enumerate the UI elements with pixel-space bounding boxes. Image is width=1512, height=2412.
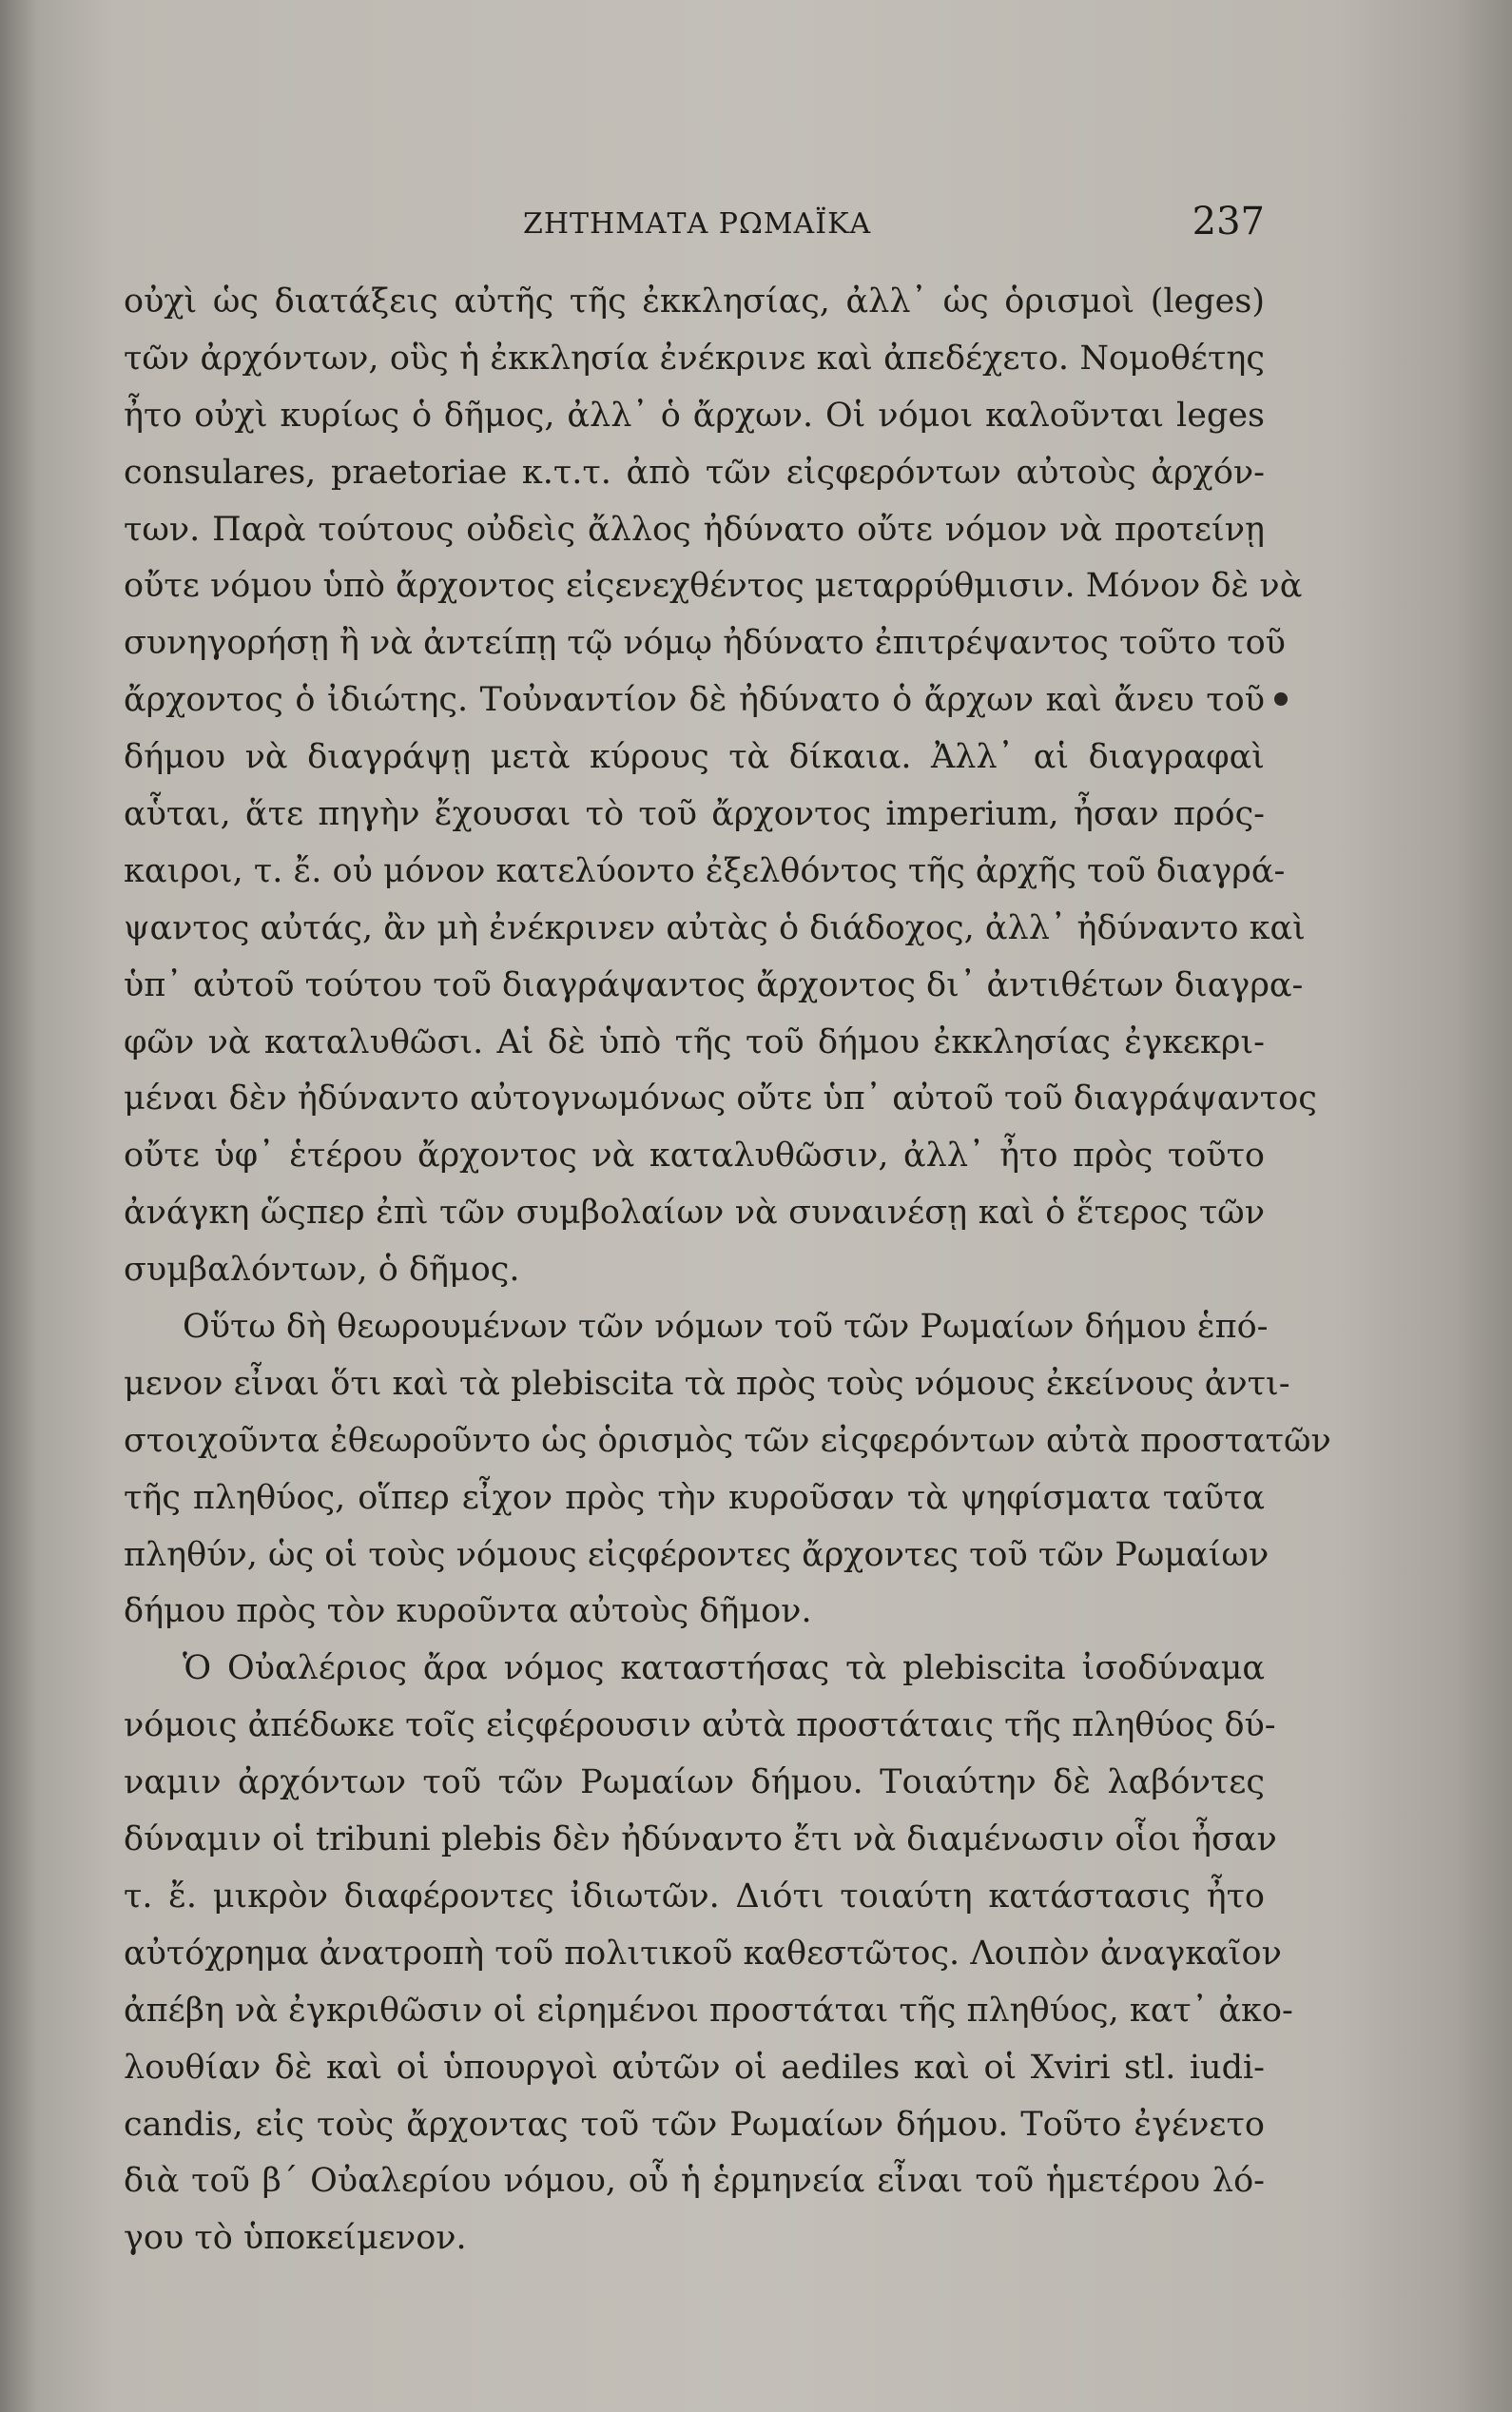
text-line: διὰ τοῦ β´ Οὐαλερίου νόμου, οὗ ἡ ἑρμηνεία εἶναι τοῦ ἡμετέρου λό- — [124, 2162, 1265, 2201]
text-line: οὐχὶ ὡς διατάξεις αὐτῆς τῆς ἐκκλησίας, ἀλλ᾽ ὡς ὁρισμοὶ (leges) — [124, 282, 1265, 321]
text-line: ἦτο οὐχὶ κυρίως ὁ δῆμος, ἀλλ᾽ ὁ ἄρχων. Οἱ νόμοι καλοῦνται leges — [124, 396, 1265, 435]
text-line: consulares, praetoriae κ.τ.τ. ἀπὸ τῶν εἰςφερόντων αὐτοὺς ἀρχόν- — [124, 453, 1265, 492]
text-line: γου τὸ ὑποκείμενον. — [124, 2219, 467, 2258]
text-line: νόμοις ἀπέδωκε τοῖς εἰςφέρουσιν αὐτὰ προστάταις τῆς πληθύος δύ- — [124, 1706, 1276, 1745]
text-line: μέναι δὲν ἠδύναντο αὐτογνωμόνως οὔτε ὑπ᾽ αὐτοῦ τοῦ διαγράψαντος — [124, 1080, 1317, 1118]
text-line: καιροι, τ. ἔ. οὐ μόνον κατελύοντο ἐξελθόντος τῆς ἀρχῆς τοῦ διαγρά- — [124, 851, 1286, 890]
text-line: ἀνάγκη ὥςπερ ἐπὶ τῶν συμβολαίων νὰ συναινέσῃ καὶ ὁ ἕτερος τῶν — [124, 1194, 1265, 1233]
text-line: ναμιν ἀρχόντων τοῦ τῶν Ρωμαίων δήμου. Τοιαύτην δὲ λαβόντες — [124, 1763, 1265, 1802]
text-line: Ὁ Οὐαλέριος ἄρα νόμος καταστήσας τὰ plebiscita ἰσοδύναμα — [183, 1649, 1265, 1688]
text-line: τῶν ἀρχόντων, οὓς ἡ ἐκκλησία ἐνέκρινε καὶ ἀπεδέχετο. Νομοθέτης — [124, 339, 1265, 378]
page-number: 237 — [1192, 200, 1265, 243]
text-line: οὔτε νόμου ὑπὸ ἄρχοντος εἰςενεχθέντος μεταρρύθμισιν. Μόνον δὲ νὰ — [124, 567, 1303, 606]
text-line: τ. ἔ. μικρὸν διαφέροντες ἰδιωτῶν. Διότι τοιαύτη κατάστασις ἦτο — [124, 1877, 1265, 1916]
text-line: αὐτόχρημα ἀνατροπὴ τοῦ πολιτικοῦ καθεστῶτος. Λοιπὸν ἀναγκαῖον — [124, 1934, 1282, 1973]
text-line: ἀπέβη νὰ ἐγκριθῶσιν οἱ εἰρημένοι προστάται τῆς πληθύος, κατ᾽ ἀκο- — [124, 1991, 1293, 2030]
text-line: αὗται, ἅτε πηγὴν ἔχουσαι τὸ τοῦ ἄρχοντος imperium, ἦσαν πρός- — [124, 795, 1265, 834]
text-line: δήμου νὰ διαγράψῃ μετὰ κύρους τὰ δίκαια. Ἀλλ᾽ αἱ διαγραφαὶ — [124, 738, 1265, 777]
text-line: δύναμιν οἱ tribuni plebis δὲν ἠδύναντο ἔτι νὰ διαμένωσιν οἷοι ἦσαν — [124, 1820, 1277, 1859]
text-line: candis, εἰς τοὺς ἄρχοντας τοῦ τῶν Ρωμαίων δήμου. Τοῦτο ἐγένετο — [124, 2105, 1265, 2144]
text-line: ὑπ᾽ αὐτοῦ τούτου τοῦ διαγράψαντος ἄρχοντος δι᾽ ἀντιθέτων διαγρα- — [124, 965, 1304, 1004]
text-line: συμβαλόντων, ὁ δῆμος. — [124, 1251, 520, 1290]
text-line: των. Παρὰ τούτους οὐδεὶς ἄλλος ἠδύνατο οὔτε νόμον νὰ προτείνῃ — [124, 510, 1265, 549]
text-line: πληθύν, ὡς οἱ τοὺς νόμους εἰςφέροντες ἄρχοντες τοῦ τῶν Ρωμαίων — [124, 1535, 1270, 1574]
text-line: φῶν νὰ καταλυθῶσι. Αἱ δὲ ὑπὸ τῆς τοῦ δήμου ἐκκλησίας ἐγκεκρι- — [124, 1022, 1265, 1061]
text-line: συνηγορήσῃ ἢ νὰ ἀντείπῃ τῷ νόμῳ ἠδύνατο ἐπιτρέψαντος τοῦτο τοῦ — [124, 624, 1286, 663]
page-header — [124, 190, 1265, 247]
body-text — [124, 274, 1331, 2267]
text-line: ψαντος αὐτάς, ἂν μὴ ἐνέκρινεν αὐτὰς ὁ διάδοχος, ἀλλ᾽ ἠδύναντο καὶ — [124, 908, 1306, 947]
text-line: οὔτε ὑφ᾽ ἑτέρου ἄρχοντος νὰ καταλυθῶσιν, ἀλλ᾽ ἦτο πρὸς τοῦτο — [124, 1137, 1265, 1176]
text-line: λουθίαν δὲ καὶ οἱ ὑπουργοὶ αὐτῶν οἱ aediles καὶ οἱ Xviri stl. iudi- — [124, 2048, 1265, 2087]
text-line: στοιχοῦντα ἐθεωροῦντο ὡς ὁρισμὸς τῶν εἰςφερόντων αὐτὰ προστατῶν — [124, 1421, 1331, 1460]
text-line: ἄρχοντος ὁ ἰδιώτης. Τοὐναντίον δὲ ἠδύνατο ὁ ἄρχων καὶ ἄνευ τοῦ — [124, 681, 1265, 720]
text-line: μενον εἶναι ὅτι καὶ τὰ plebiscita τὰ πρὸς τοὺς νόμους ἐκείνους ἀντι- — [124, 1364, 1290, 1403]
running-head: ΖΗΤΗΜΑΤΑ ΡΩΜΑΪΚΑ — [523, 207, 872, 241]
text-line: τῆς πληθύος, οἵπερ εἶχον πρὸς τὴν κυροῦσαν τὰ ψηφίσματα ταῦτα — [124, 1478, 1265, 1517]
text-line: δήμου πρὸς τὸν κυροῦντα αὐτοὺς δῆμον. — [124, 1592, 812, 1631]
text-line: Οὕτω δὴ θεωρουμένων τῶν νόμων τοῦ τῶν Ρωμαίων δήμου ἑπό- — [183, 1308, 1269, 1347]
ink-speck — [1274, 692, 1288, 706]
